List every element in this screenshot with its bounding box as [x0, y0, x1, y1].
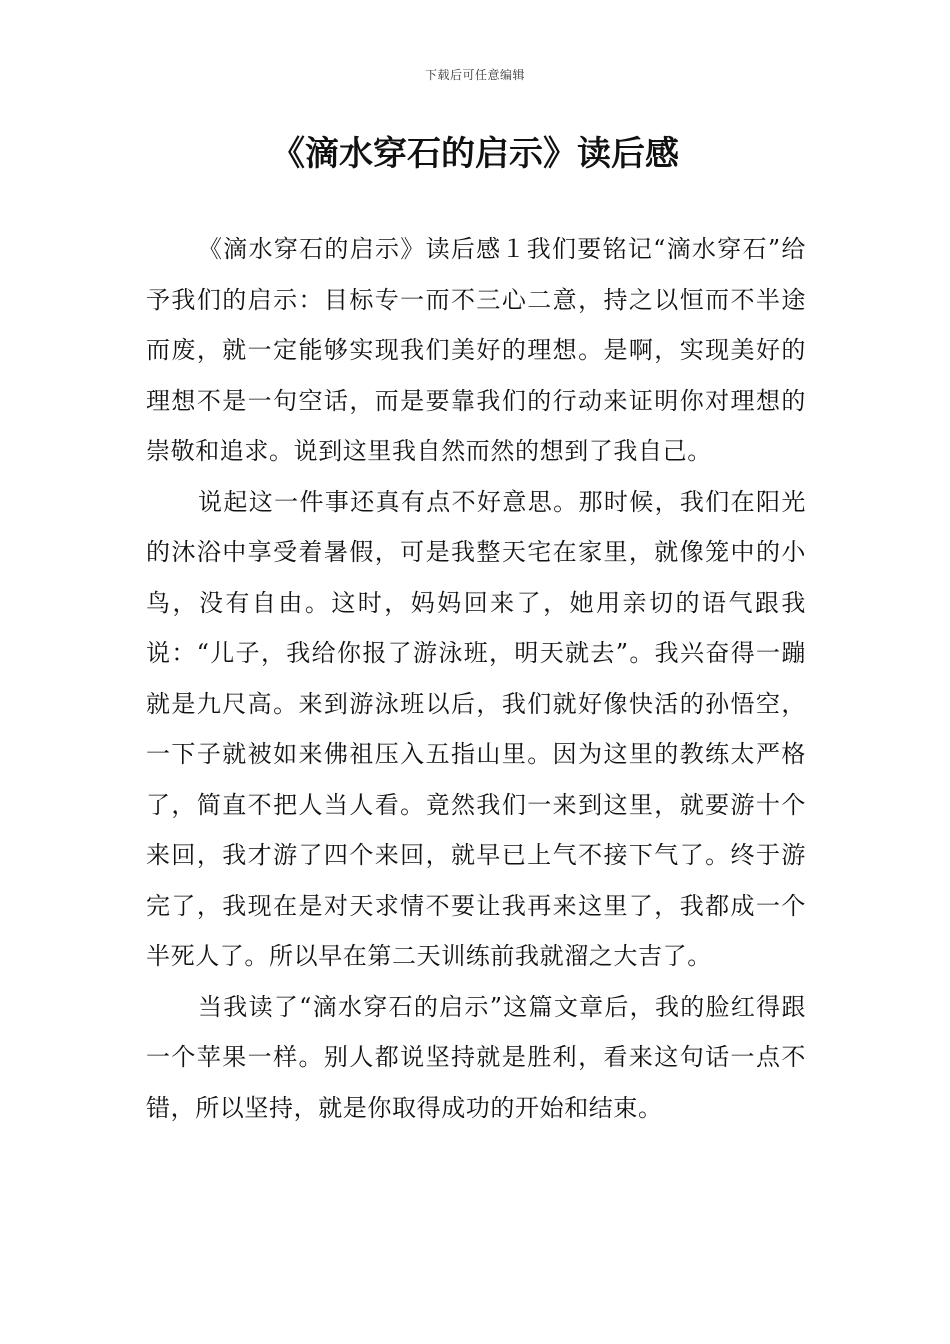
document-title: 《滴水穿石的启示》读后感	[271, 134, 679, 174]
paragraph-1: 《滴水穿石的启示》读后感１我们要铭记“滴水穿石”给予我们的启示：目标专一而不三心二意，持之以恒而不半途而废，就一定能够实现我们美好的理想。是啊，实现美好的理想不是一句空话，而是要靠我们的行动来证明你对理想的崇敬和追求。说到这里我自然而然的想到了我自己。	[146, 235, 806, 465]
paragraph-2: 说起这一件事还真有点不好意思。那时候，我们在阳光的沐浴中享受着暑假，可是我整天宅在家里，就像笼中的小鸟，没有自由。这时，妈妈回来了，她用亲切的语气跟我说：“儿子，我给你报了游泳班，明天就去”。我兴奋得一蹦就是九尺高。来到游泳班以后，我们就好像快活的孙悟空，一下子就被如来佛祖压入五指山里。因为这里的教练太严格了，简直不把人当人看。竟然我们一来到这里，就要游十个来回，我才游了四个来回，就早已上气不接下气了。终于游完了，我现在是对天求情不要让我再来这里了，我都成一个半死人了。所以早在第二天训练前我就溜之大吉了。	[146, 487, 806, 970]
header-note: 下载后可任意编辑	[424, 68, 525, 82]
paragraph-3: 当我读了“滴水穿石的启示”这篇文章后，我的脸红得跟一个苹果一样。别人都说坚持就是胜利，看来这句话一点不错，所以坚持，就是你取得成功的开始和结束。	[146, 992, 806, 1122]
document-body	[146, 224, 806, 1133]
